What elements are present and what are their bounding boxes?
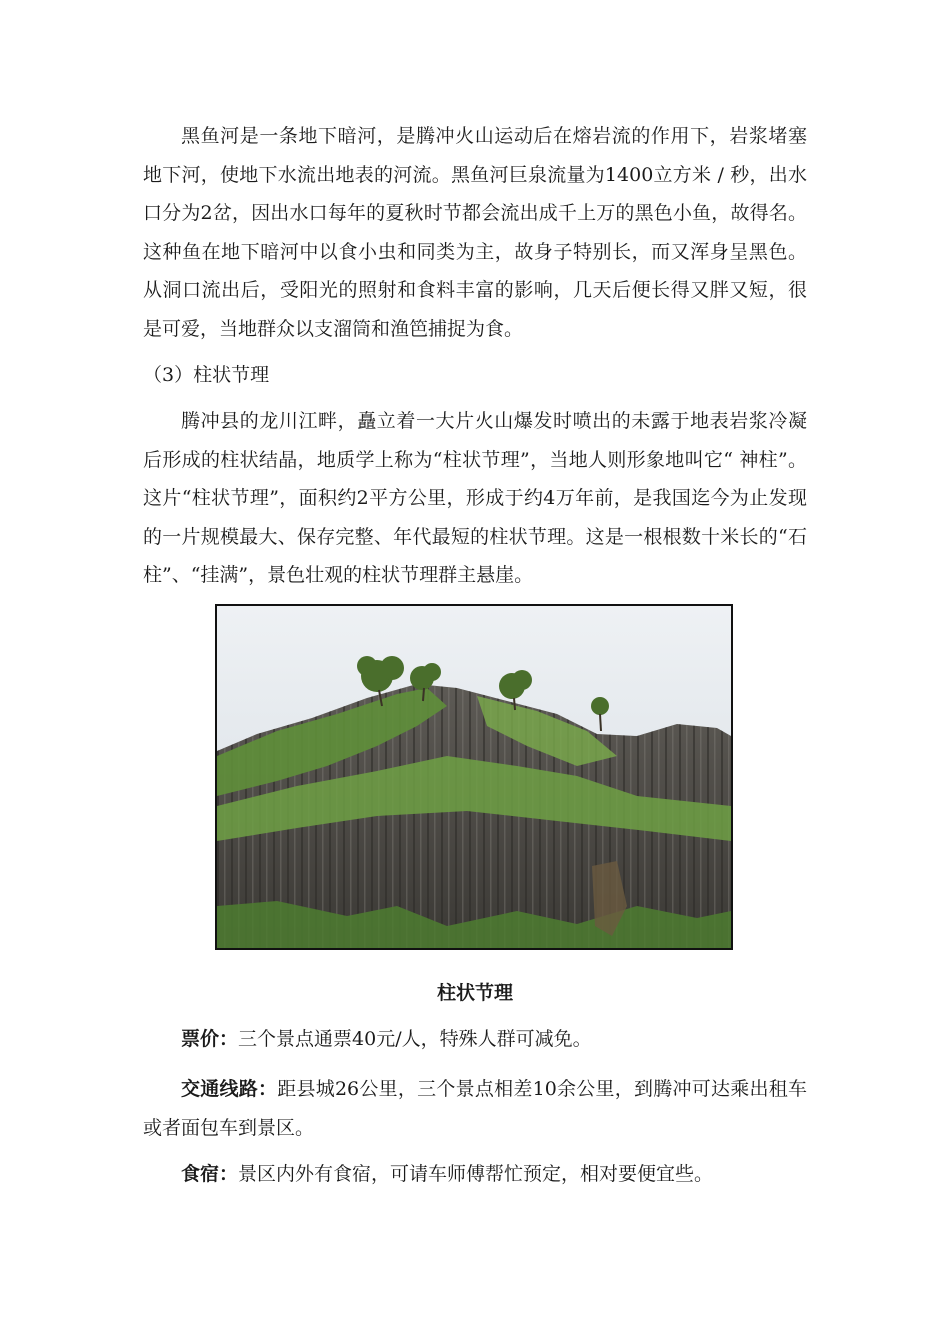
ticket-text: 三个景点通票40元/人，特殊人群可减免。 xyxy=(238,1028,592,1050)
transport-text: 距县城26公里，三个景点相差10余公里，到腾冲可达乘出租车或者面包车到景区。 xyxy=(143,1078,807,1139)
section-heading: （3）柱状节理 xyxy=(143,364,270,386)
paragraph-heiyu-river: 黑鱼河是一条地下暗河，是腾冲火山运动后在熔岩流的作用下，岩浆堵塞地下河，使地下水流出地表的河流。黑鱼河巨泉流量为1400立方米 / 秒，出水口分为2岔，因出水口每年的夏秋时节都会流出成千上万的黑色小鱼，故得名。这种鱼在地下暗河中以食小虫和同类为主，故身子特别长，而又浑身呈黑色。从洞口流出后，受阳光的照射和食料丰富的影响，几天后便长得又胖又短，很是可爱，当地群众以支溜筒和渔笆捕捉为食。 xyxy=(143,125,807,340)
lodging-text: 景区内外有食宿，可请车师傅帮忙预定，相对要便宜些。 xyxy=(238,1163,714,1185)
columnar-jointing-photo xyxy=(215,604,733,950)
figure-caption: 柱状节理 xyxy=(436,982,513,1004)
lodging-info xyxy=(143,1155,807,1194)
transport-label: 交通线路： xyxy=(181,1078,278,1100)
paragraph-columnar-jointing: 腾冲县的龙川江畔，矗立着一大片火山爆发时喷出的未露于地表岩浆冷凝后形成的柱状结晶，地质学上称为“柱状节理”，当地人则形象地叫它“ 神柱”。这片“柱状节理”，面积约2平方公里，形成于约4万年前，是我国迄今为止发现的一片规模最大、保存完整、年代最短的柱状节理。这是一根根数十米长的“石柱”、“挂满”，景色壮观的柱状节理群主悬崖。 xyxy=(143,410,807,586)
lodging-label: 食宿： xyxy=(181,1163,239,1185)
ticket-label: 票价： xyxy=(181,1028,239,1050)
transport-info xyxy=(143,1070,807,1147)
ticket-info xyxy=(143,1020,807,1059)
